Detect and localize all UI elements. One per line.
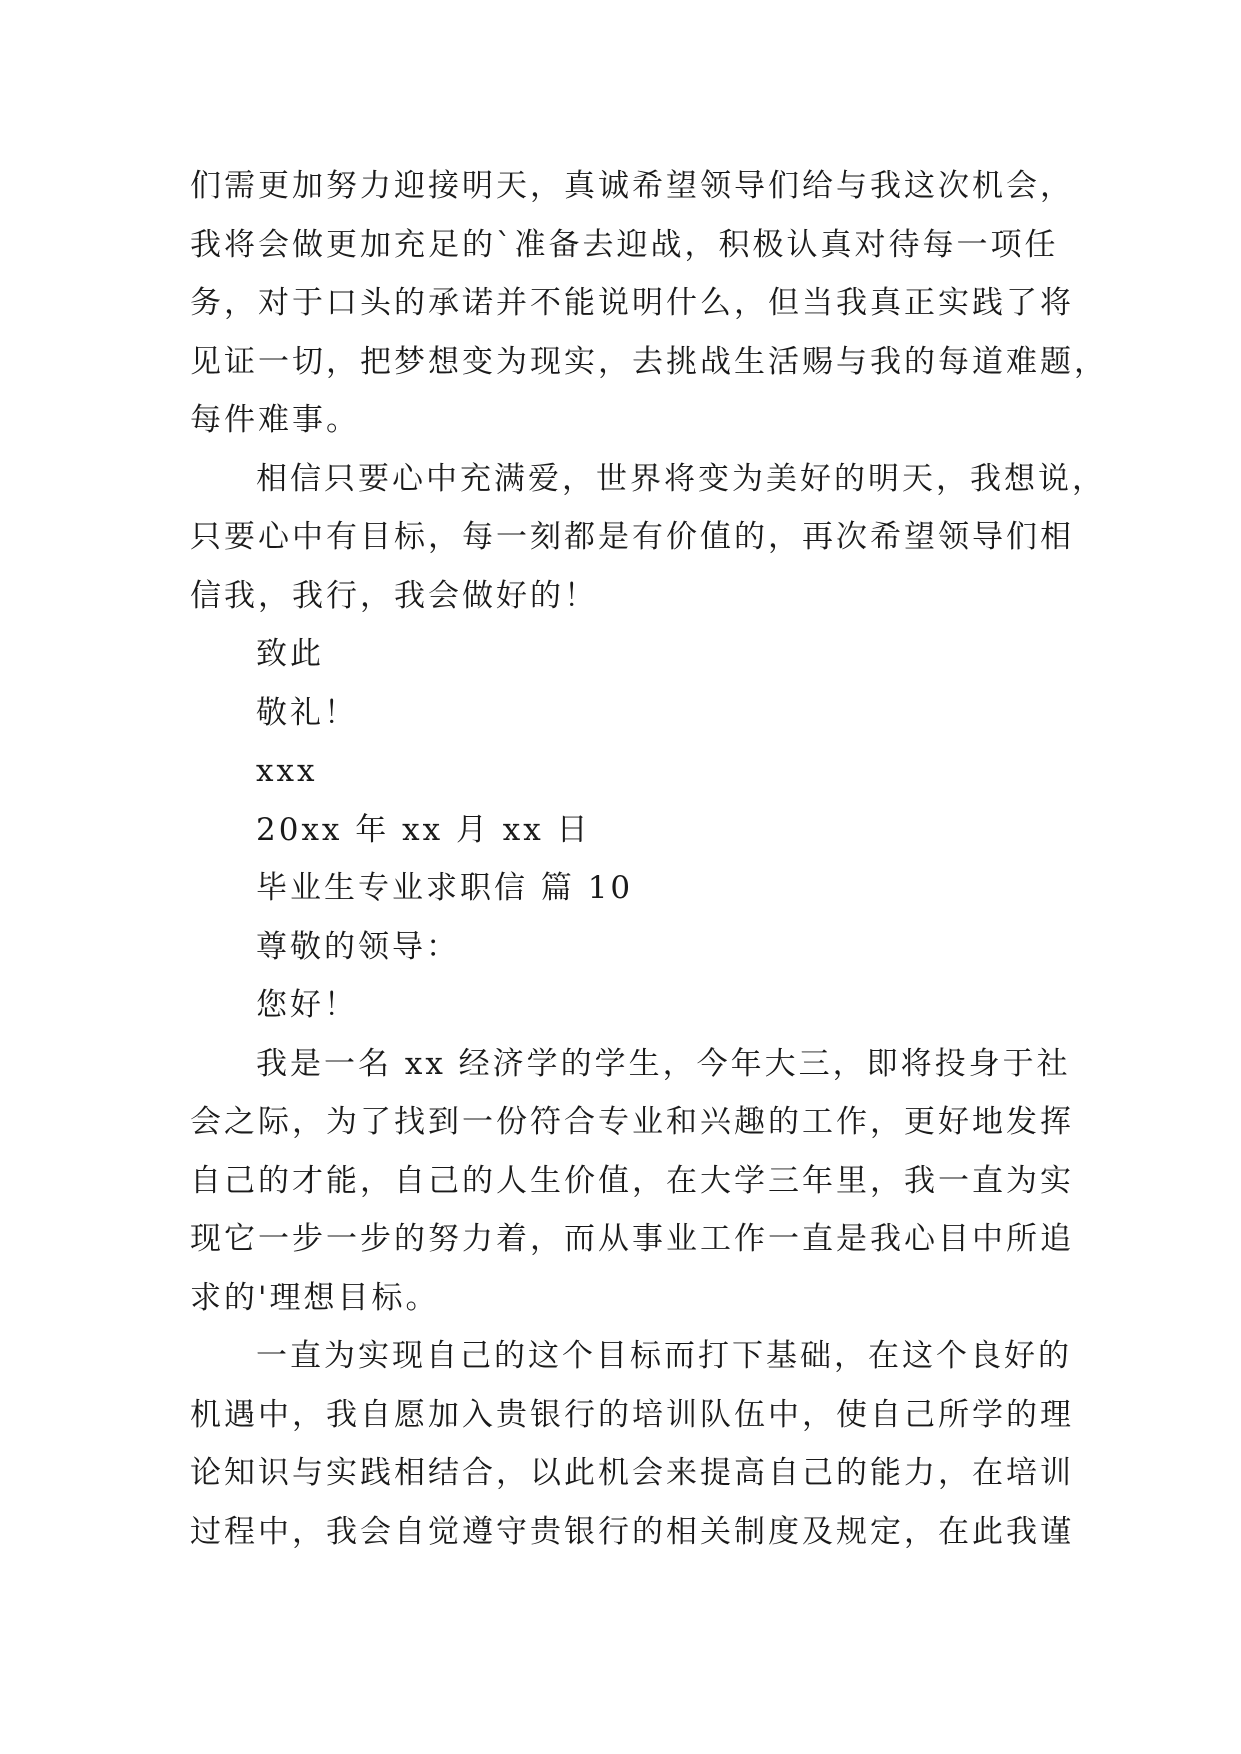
- text-line: 论知识与实践相结合，以此机会来提高自己的能力，在培训: [190, 1455, 1074, 1491]
- text-line: 过程中，我会自觉遵守贵银行的相关制度及规定，在此我谨: [190, 1513, 1074, 1550]
- text-line: 信我，我行，我会做好的！: [190, 577, 598, 614]
- text-line: 求的'理想目标。: [190, 1279, 440, 1316]
- text-line: 机遇中，我自愿加入贵银行的培训队伍中，使自己所学的理: [190, 1396, 1074, 1433]
- closing-regards: 敬礼！: [256, 694, 358, 731]
- text-line: 每件难事。: [190, 402, 360, 438]
- text-line: 会之际，为了找到一份符合专业和兴趣的工作，更好地发挥: [190, 1104, 1074, 1140]
- paragraph-start-line: 一直为实现自己的这个目标而打下基础，在这个良好的: [256, 1338, 1072, 1374]
- text-line: 现它一步一步的努力着，而从事业工作一直是我心目中所追: [190, 1221, 1074, 1257]
- text-line: 们需更加努力迎接明天，真诚希望领导们给与我这次机会，: [190, 168, 1074, 204]
- closing-salutation: 致此: [256, 636, 324, 672]
- text-line: 自己的才能，自己的人生价值，在大学三年里，我一直为实: [190, 1162, 1074, 1199]
- paragraph-start-line: 我是一名 xx 经济学的学生，今年大三，即将投身于社: [256, 1045, 1071, 1082]
- text-line: 务，对于口头的承诺并不能说明什么，但当我真正实践了将: [190, 285, 1074, 321]
- text-line: 只要心中有目标，每一刻都是有价值的，再次希望领导们相: [190, 519, 1074, 555]
- text-line: 我将会做更加充足的`准备去迎战，积极认真对待每一项任: [190, 226, 1059, 263]
- document-body: [190, 157, 1108, 1561]
- signature-date: 20xx 年 xx 月 xx 日: [256, 811, 591, 848]
- paragraph-start-line: 相信只要心中充满爱，世界将变为美好的明天，我想说，: [256, 460, 1106, 497]
- text-line: 见证一切，把梦想变为现实，去挑战生活赐与我的每道难题，: [190, 343, 1108, 380]
- greeting-addressee: 尊敬的领导：: [256, 928, 460, 965]
- section-title: 毕业生专业求职信 篇 10: [256, 870, 634, 906]
- signature-name: xxx: [256, 753, 318, 789]
- greeting: 您好！: [256, 987, 358, 1023]
